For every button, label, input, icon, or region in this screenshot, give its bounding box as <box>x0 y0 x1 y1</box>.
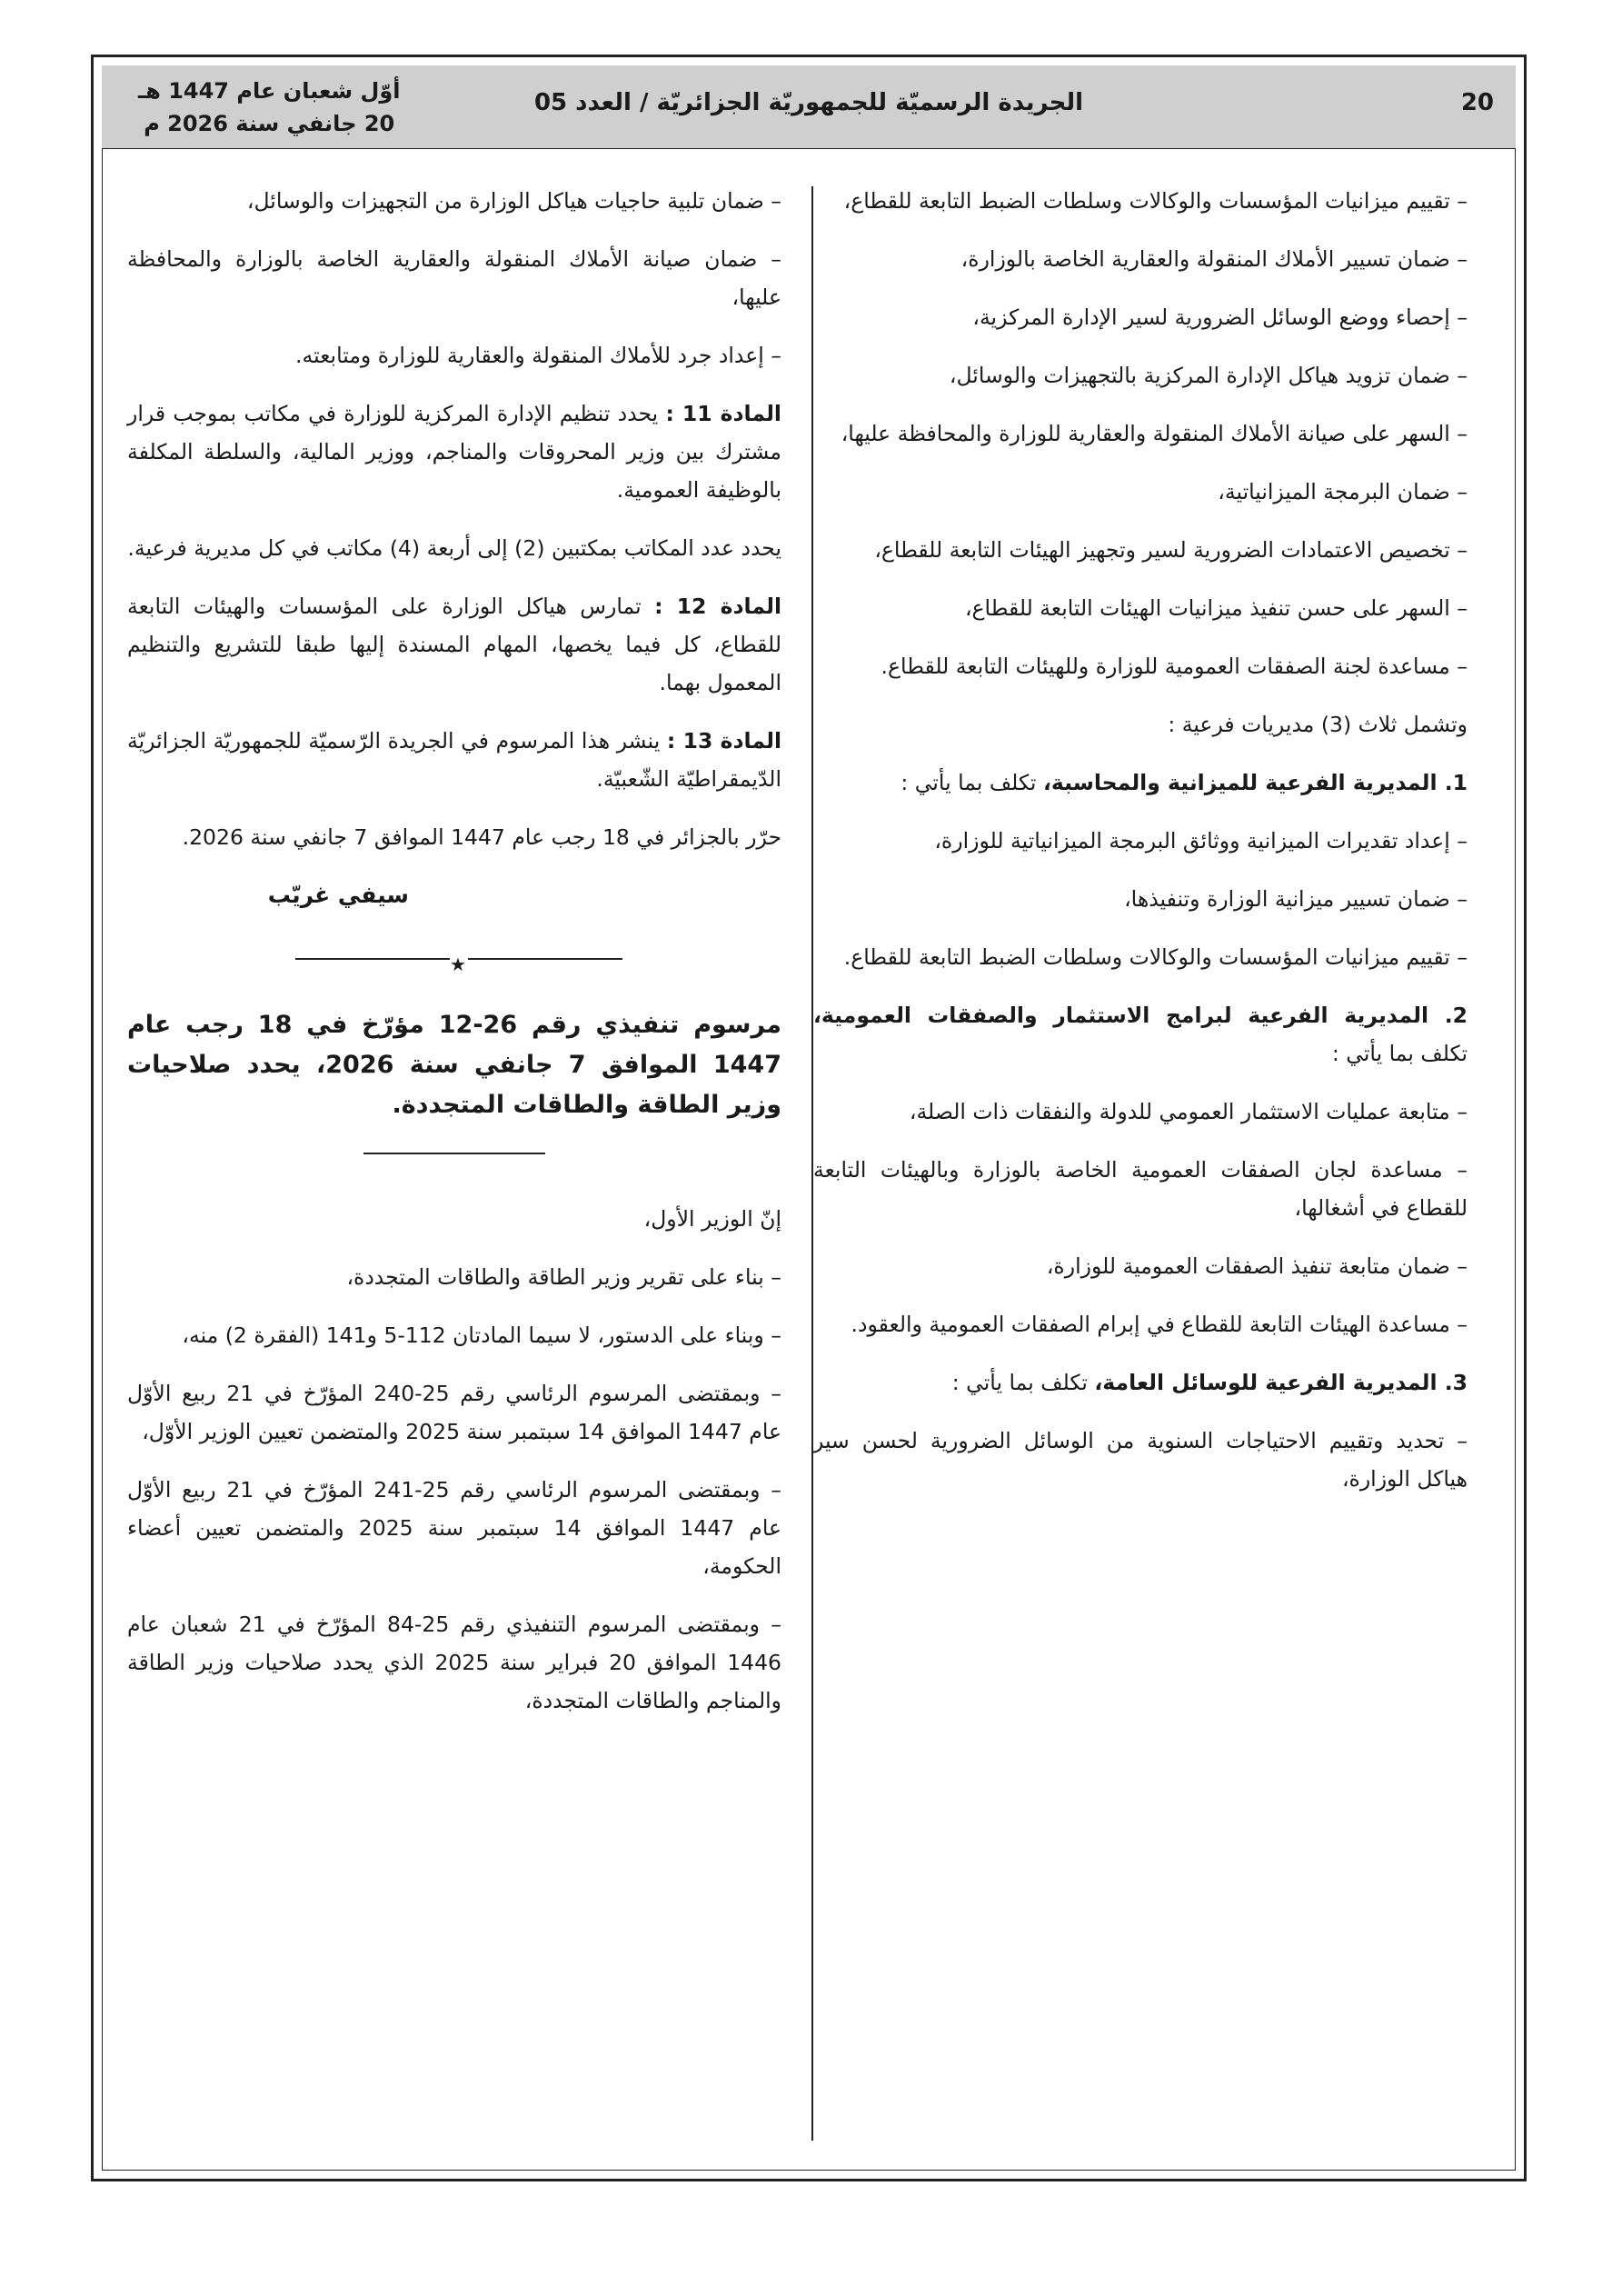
subdirectorate-heading: 2. المديرية الفرعية لبرامج الاستثمار والصفقات العمومية، <box>813 1003 1468 1028</box>
article-11-paragraph-2: يحدد عدد المكاتب بمكتبين (2) إلى أربعة (4) مكاتب في كل مديرية فرعية. <box>127 535 781 561</box>
right-column <box>813 182 1468 1518</box>
list-item: – السهر على حسن تنفيذ ميزانيات الهيئات التابعة للقطاع، <box>964 595 1468 621</box>
list-item: – ضمان تسيير الأملاك المنقولة والعقارية الخاصة بالوزارة، <box>960 246 1468 272</box>
list-item: – مساعدة لجنة الصفقات العمومية للوزارة وللهيئات التابعة للقطاع. <box>881 654 1468 679</box>
list-item: – إعداد تقديرات الميزانية ووثائق البرمجة الميزانياتية للوزارة، <box>934 828 1468 854</box>
list-item: – مساعدة لجان الصفقات العمومية الخاصة بالوزارة وبالهيئات التابعة للقطاع في أشغالها، <box>813 1157 1468 1221</box>
subdirectorate-tail: تكلف بما يأتي : <box>901 770 1037 795</box>
left-column <box>127 182 781 1740</box>
list-item: – تحديد وتقييم الاحتياجات السنوية من الوسائل الضرورية لحسن سير هياكل الوزارة، <box>813 1428 1468 1492</box>
hijri-date: أوّل شعبان عام 1447 هـ <box>138 78 401 104</box>
preamble-item: – وبمقتضى المرسوم الرئاسي رقم 25-241 المؤرّخ في 21 ربيع الأوّل عام 1447 الموافق 14 سبتمبر سنة 2025 والمتضمن تعيين أعضاء الحكومة، <box>127 1476 782 1579</box>
page-header <box>102 65 1516 149</box>
article-12 <box>127 587 781 702</box>
article-text: ينشر هذا المرسوم في الجريدة الرّسميّة للجمهوريّة الجزائريّة الدّيمقراطيّة الشّعبيّة. <box>127 728 781 792</box>
separator-line <box>295 958 450 960</box>
issue-date <box>138 75 400 140</box>
subdirectorate-2 <box>813 996 1468 1073</box>
list-item: – ضمان تسيير ميزانية الوزارة وتنفيذها، <box>1124 886 1468 912</box>
list-item: – إحصاء ووضع الوسائل الضرورية لسير الإدارة المركزية، <box>972 304 1468 330</box>
done-at: حرّر بالجزائر في 18 رجب عام 1447 الموافق 7 جانفي سنة 2026. <box>182 824 781 850</box>
list-item: – متابعة عمليات الاستثمار العمومي للدولة والنفقات ذات الصلة، <box>909 1099 1468 1124</box>
list-item: – ضمان تلبية حاجيات هياكل الوزارة من التجهيزات والوسائل، <box>246 188 781 214</box>
decree-title: مرسوم تنفيذي رقم 26-12 مؤرّخ في 18 رجب عام 1447 الموافق 7 جانفي سنة 2026، يحدد صلاحيات وزير الطاقة والطاقات المتجددة. <box>127 1011 781 1119</box>
preamble-item: إنّ الوزير الأول، <box>643 1205 781 1232</box>
subdirectorates-intro: وتشمل ثلاث (3) مديريات فرعية : <box>1168 712 1468 737</box>
subdirectorate-tail: تكلف بما يأتي : <box>1331 1041 1468 1066</box>
journal-title: الجريدة الرسميّة للجمهوريّة الجزائريّة / العدد 05 <box>533 89 1084 116</box>
subdirectorate-heading: 3. المديرية الفرعية للوسائل العامة، <box>1094 1370 1468 1395</box>
list-item: – السهر على صيانة الأملاك المنقولة والعقارية للوزارة والمحافظة عليها، <box>841 421 1468 446</box>
subdirectorate-3 <box>813 1363 1468 1402</box>
list-item: – ضمان تزويد هياكل الإدارة المركزية بالتجهيزات والوسائل، <box>949 363 1468 388</box>
list-item: – ضمان متابعة تنفيذ الصفقات العمومية للوزارة، <box>1046 1253 1468 1279</box>
preamble-item: – بناء على تقرير وزير الطاقة والطاقات المتجددة، <box>346 1263 781 1290</box>
star-separator <box>127 945 781 973</box>
list-item: – تقييم ميزانيات المؤسسات والوكالات وسلطات الضبط التابعة للقطاع. <box>843 944 1468 970</box>
signature: سيفي غريّب <box>267 882 409 908</box>
title-underline <box>363 1153 545 1154</box>
article-text: تمارس هياكل الوزارة على المؤسسات والهيئات التابعة للقطاع، كل فيما يخصها، المهام المسندة إليها طبقا للتشريع والتنظيم المعمول بهما. <box>127 594 781 695</box>
list-item: – ضمان البرمجة الميزانياتية، <box>1218 479 1468 504</box>
subdirectorate-1 <box>813 764 1468 802</box>
preamble-item: – وبمقتضى المرسوم التنفيذي رقم 25-84 المؤرّخ في 21 شعبان عام 1446 الموافق 20 فبراير سنة 2025 الذي يحدد صلاحيات وزير الطاقة والمناجم والطاقات المتجددة، <box>127 1611 781 1713</box>
article-label: المادة 11 : <box>665 401 781 426</box>
page-number: 20 <box>1460 89 1494 116</box>
gregorian-date: 20 جانفي سنة 2026 م <box>144 111 395 136</box>
list-item: – تخصيص الاعتمادات الضرورية لسير وتجهيز الهيئات التابعة للقطاع، <box>874 537 1468 563</box>
article-text: يحدد تنظيم الإدارة المركزية للوزارة في مكاتب بموجب قرار مشترك بين وزير المحروقات والمناجم، ووزير المالية، والسلطة المكلفة بالوظيفة العمومية. <box>127 401 781 503</box>
article-label: المادة 13 : <box>666 728 781 754</box>
article-label: المادة 12 : <box>654 594 781 619</box>
list-item: – ضمان صيانة الأملاك المنقولة والعقارية الخاصة بالوزارة والمحافظة عليها، <box>127 246 781 310</box>
preamble-item: – وبناء على الدستور، لا سيما المادتان 112-5 و141 (الفقرة 2) منه، <box>182 1322 781 1348</box>
list-item: – مساعدة الهيئات التابعة للقطاع في إبرام الصفقات العمومية والعقود. <box>851 1312 1468 1337</box>
article-13 <box>127 722 781 798</box>
subdirectorate-heading: 1. المديرية الفرعية للميزانية والمحاسبة، <box>1042 770 1468 795</box>
subdirectorate-tail: تكلف بما يأتي : <box>951 1370 1088 1395</box>
list-item: – تقييم ميزانيات المؤسسات والوكالات وسلطات الضبط التابعة للقطاع، <box>843 188 1468 214</box>
article-11 <box>127 394 781 509</box>
star-icon: ★ <box>450 953 466 975</box>
list-item: – إعداد جرد للأملاك المنقولة والعقارية للوزارة ومتابعته. <box>295 343 781 368</box>
preamble-item: – وبمقتضى المرسوم الرئاسي رقم 25-240 المؤرّخ في 21 ربيع الأوّل عام 1447 الموافق 14 سبتمبر سنة 2025 والمتضمن تعيين الوزير الأوّل، <box>127 1380 781 1444</box>
separator-line <box>468 958 622 960</box>
